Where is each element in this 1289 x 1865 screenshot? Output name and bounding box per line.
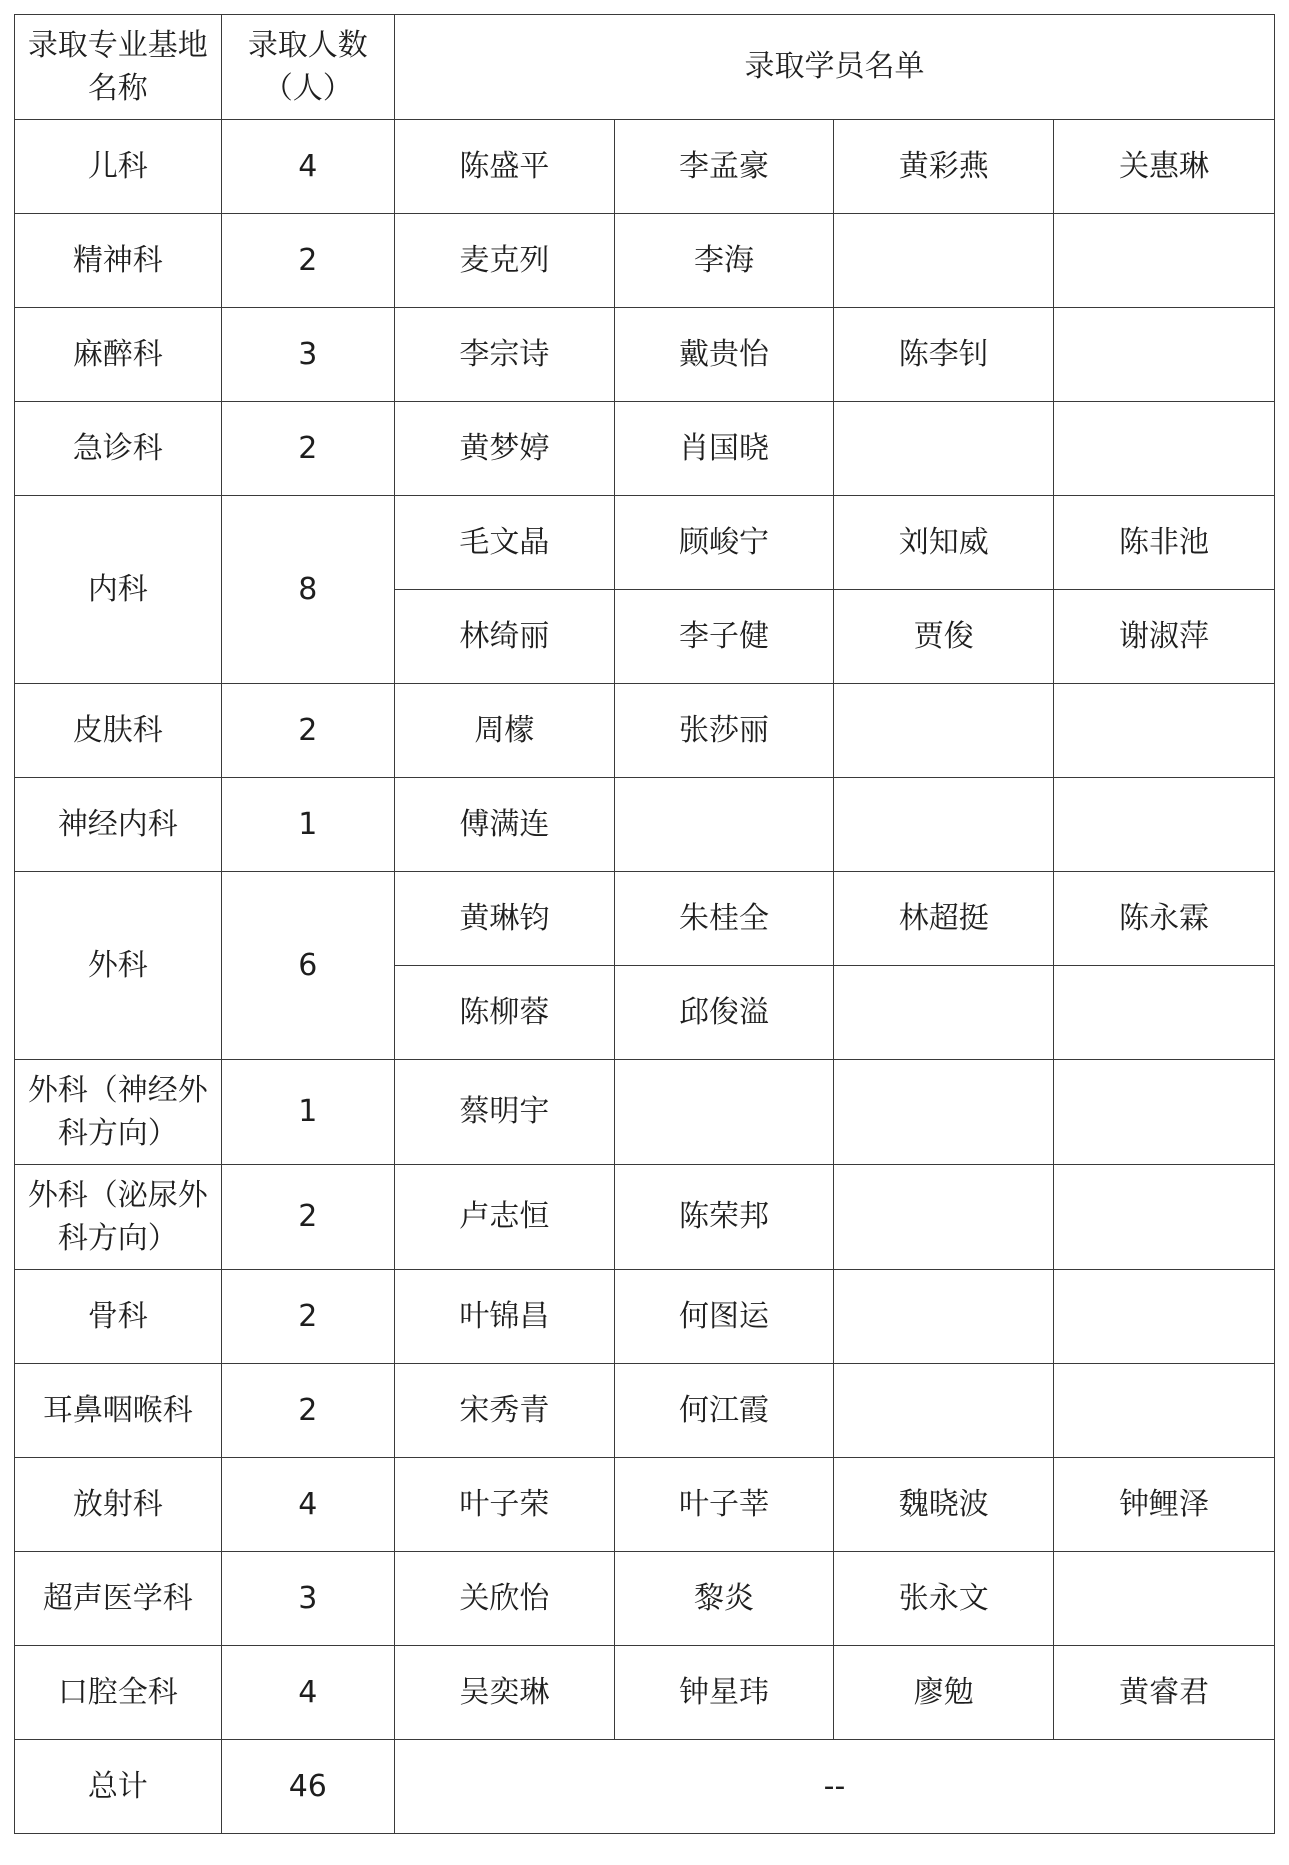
student-name-cell bbox=[834, 778, 1054, 872]
count-cell: 4 bbox=[221, 1646, 394, 1740]
student-name-cell bbox=[834, 402, 1054, 496]
student-name-cell: 廖勉 bbox=[834, 1646, 1054, 1740]
student-name-cell: 何图运 bbox=[614, 1270, 834, 1364]
header-names: 录取学员名单 bbox=[395, 15, 1275, 120]
student-name-cell: 黄睿君 bbox=[1054, 1646, 1275, 1740]
student-name-cell: 张永文 bbox=[834, 1552, 1054, 1646]
student-name-cell: 魏晓波 bbox=[834, 1458, 1054, 1552]
header-specialty: 录取专业基地名称 bbox=[15, 15, 222, 120]
student-name-cell: 钟鲤泽 bbox=[1054, 1458, 1275, 1552]
student-name-cell: 毛文晶 bbox=[395, 496, 615, 590]
table-row bbox=[15, 1364, 1275, 1458]
student-name-cell: 林超挺 bbox=[834, 872, 1054, 966]
student-name-cell bbox=[834, 1060, 1054, 1165]
count-cell: 2 bbox=[221, 1364, 394, 1458]
student-name-cell: 麦克列 bbox=[395, 214, 615, 308]
count-cell: 2 bbox=[221, 214, 394, 308]
student-name-cell bbox=[834, 1364, 1054, 1458]
student-name-cell: 宋秀青 bbox=[395, 1364, 615, 1458]
table-row bbox=[15, 684, 1275, 778]
table-row bbox=[15, 496, 1275, 590]
specialty-cell: 外科 bbox=[15, 872, 222, 1060]
table-row bbox=[15, 1165, 1275, 1270]
specialty-cell: 外科（泌尿外科方向） bbox=[15, 1165, 222, 1270]
student-name-cell: 关惠琳 bbox=[1054, 120, 1275, 214]
table-row bbox=[15, 1552, 1275, 1646]
student-name-cell: 黄梦婷 bbox=[395, 402, 615, 496]
student-name-cell: 李孟豪 bbox=[614, 120, 834, 214]
student-name-cell bbox=[1054, 1060, 1275, 1165]
student-name-cell bbox=[834, 214, 1054, 308]
student-name-cell bbox=[1054, 1364, 1275, 1458]
student-name-cell: 林绮丽 bbox=[395, 590, 615, 684]
student-name-cell bbox=[1054, 402, 1275, 496]
student-name-cell: 朱桂全 bbox=[614, 872, 834, 966]
specialty-cell: 耳鼻咽喉科 bbox=[15, 1364, 222, 1458]
student-name-cell: 刘知威 bbox=[834, 496, 1054, 590]
student-name-cell bbox=[834, 1270, 1054, 1364]
student-name-cell: 陈荣邦 bbox=[614, 1165, 834, 1270]
student-name-cell: 陈柳蓉 bbox=[395, 966, 615, 1060]
count-cell: 8 bbox=[221, 496, 394, 684]
count-cell: 6 bbox=[221, 872, 394, 1060]
student-name-cell: 贾俊 bbox=[834, 590, 1054, 684]
specialty-cell: 精神科 bbox=[15, 214, 222, 308]
student-name-cell bbox=[834, 684, 1054, 778]
student-name-cell: 叶锦昌 bbox=[395, 1270, 615, 1364]
student-name-cell bbox=[1054, 214, 1275, 308]
count-cell: 2 bbox=[221, 1165, 394, 1270]
student-name-cell bbox=[834, 966, 1054, 1060]
total-row bbox=[15, 1740, 1275, 1834]
table-row bbox=[15, 402, 1275, 496]
table-row bbox=[15, 1270, 1275, 1364]
specialty-cell: 儿科 bbox=[15, 120, 222, 214]
student-name-cell: 谢淑萍 bbox=[1054, 590, 1275, 684]
table-row bbox=[15, 308, 1275, 402]
student-name-cell: 吴奕琳 bbox=[395, 1646, 615, 1740]
student-name-cell: 肖国晓 bbox=[614, 402, 834, 496]
student-name-cell: 关欣怡 bbox=[395, 1552, 615, 1646]
table-row bbox=[15, 1458, 1275, 1552]
specialty-cell: 口腔全科 bbox=[15, 1646, 222, 1740]
specialty-cell: 麻醉科 bbox=[15, 308, 222, 402]
header-count: 录取人数（人） bbox=[221, 15, 394, 120]
count-cell: 2 bbox=[221, 684, 394, 778]
admission-table bbox=[14, 14, 1275, 1834]
specialty-cell: 外科（神经外科方向） bbox=[15, 1060, 222, 1165]
student-name-cell: 李子健 bbox=[614, 590, 834, 684]
table-row bbox=[15, 778, 1275, 872]
count-cell: 2 bbox=[221, 402, 394, 496]
student-name-cell bbox=[1054, 308, 1275, 402]
student-name-cell bbox=[1054, 684, 1275, 778]
specialty-cell: 超声医学科 bbox=[15, 1552, 222, 1646]
table-row bbox=[15, 214, 1275, 308]
student-name-cell: 顾峻宁 bbox=[614, 496, 834, 590]
header-row bbox=[15, 15, 1275, 120]
student-name-cell: 钟星玮 bbox=[614, 1646, 834, 1740]
student-name-cell: 傅满连 bbox=[395, 778, 615, 872]
count-cell: 4 bbox=[221, 120, 394, 214]
count-cell: 3 bbox=[221, 1552, 394, 1646]
table-row bbox=[15, 120, 1275, 214]
student-name-cell: 张莎丽 bbox=[614, 684, 834, 778]
specialty-cell: 内科 bbox=[15, 496, 222, 684]
student-name-cell: 黄彩燕 bbox=[834, 120, 1054, 214]
student-name-cell bbox=[614, 778, 834, 872]
table-row bbox=[15, 1646, 1275, 1740]
count-cell: 2 bbox=[221, 1270, 394, 1364]
student-name-cell bbox=[834, 1165, 1054, 1270]
student-name-cell: 陈李钊 bbox=[834, 308, 1054, 402]
student-name-cell: 黎炎 bbox=[614, 1552, 834, 1646]
count-cell: 1 bbox=[221, 1060, 394, 1165]
table-row bbox=[15, 872, 1275, 966]
count-cell: 1 bbox=[221, 778, 394, 872]
student-name-cell bbox=[1054, 966, 1275, 1060]
student-name-cell: 陈非池 bbox=[1054, 496, 1275, 590]
specialty-cell: 放射科 bbox=[15, 1458, 222, 1552]
student-name-cell bbox=[1054, 778, 1275, 872]
student-name-cell bbox=[1054, 1270, 1275, 1364]
student-name-cell: 陈盛平 bbox=[395, 120, 615, 214]
total-label: 总计 bbox=[15, 1740, 222, 1834]
student-name-cell: 蔡明宇 bbox=[395, 1060, 615, 1165]
student-name-cell: 邱俊溢 bbox=[614, 966, 834, 1060]
student-name-cell bbox=[1054, 1552, 1275, 1646]
total-count: 46 bbox=[221, 1740, 394, 1834]
student-name-cell: 黄琳钧 bbox=[395, 872, 615, 966]
student-name-cell: 叶子荣 bbox=[395, 1458, 615, 1552]
student-name-cell: 李海 bbox=[614, 214, 834, 308]
specialty-cell: 皮肤科 bbox=[15, 684, 222, 778]
student-name-cell: 陈永霖 bbox=[1054, 872, 1275, 966]
specialty-cell: 神经内科 bbox=[15, 778, 222, 872]
student-name-cell: 卢志恒 bbox=[395, 1165, 615, 1270]
specialty-cell: 急诊科 bbox=[15, 402, 222, 496]
student-name-cell: 戴贵怡 bbox=[614, 308, 834, 402]
count-cell: 4 bbox=[221, 1458, 394, 1552]
student-name-cell bbox=[614, 1060, 834, 1165]
count-cell: 3 bbox=[221, 308, 394, 402]
specialty-cell: 骨科 bbox=[15, 1270, 222, 1364]
table-row bbox=[15, 1060, 1275, 1165]
student-name-cell: 何江霞 bbox=[614, 1364, 834, 1458]
student-name-cell bbox=[1054, 1165, 1275, 1270]
student-name-cell: 李宗诗 bbox=[395, 308, 615, 402]
student-name-cell: 叶子莘 bbox=[614, 1458, 834, 1552]
total-names: -- bbox=[395, 1740, 1275, 1834]
student-name-cell: 周檬 bbox=[395, 684, 615, 778]
